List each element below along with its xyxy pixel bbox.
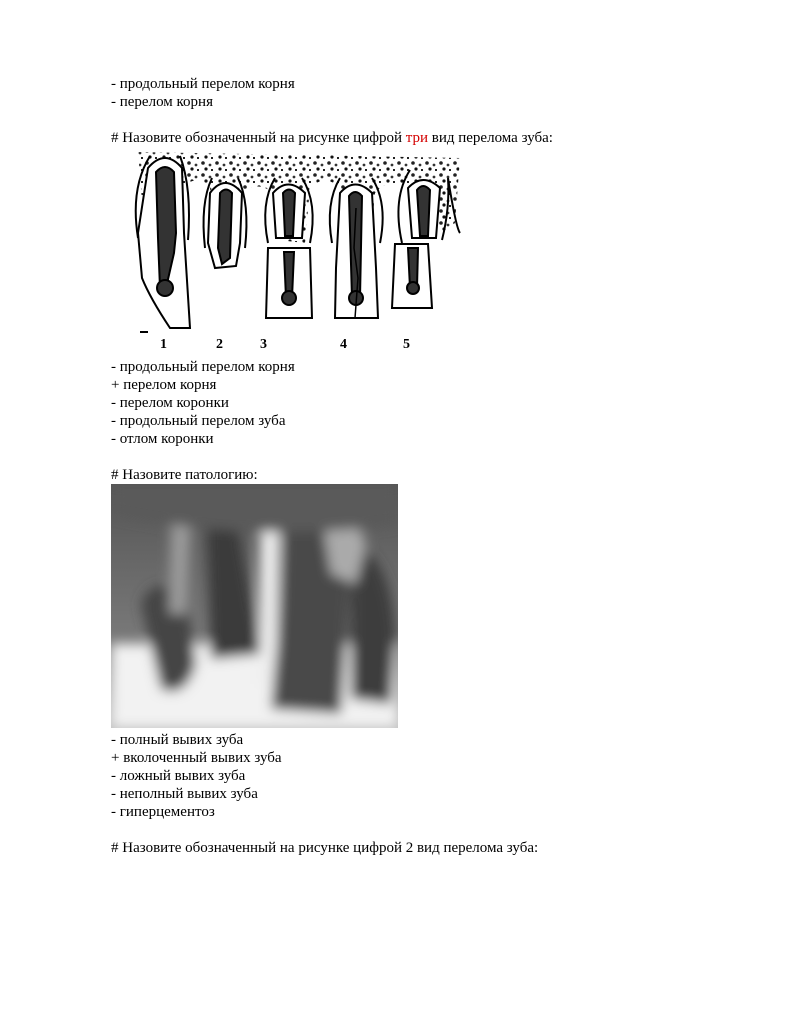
answer-option: - продольный перелом корня [111,359,295,375]
answer-option: - отлом коронки [111,431,214,447]
tooth-3 [265,178,312,318]
figure-label: 3 [260,337,267,352]
xray-image [111,484,398,728]
figure-label: 5 [403,337,410,352]
answer-option: - гиперцементоз [111,804,215,820]
answer-option: - продольный перелом зуба [111,413,286,429]
question-text: # Назовите патологию: [111,467,258,483]
answer-option: + перелом корня [111,377,217,393]
answer-option: - полный вывих зуба [111,732,244,748]
answer-option: - перелом коронки [111,395,229,411]
tooth-5 [392,170,460,308]
figure-label: 2 [216,337,223,352]
question-highlight: три [405,130,428,146]
answer-option: - ложный вывих зуба [111,768,246,784]
tooth-4 [330,178,383,318]
tooth-2 [204,178,247,268]
answer-option: - перелом корня [111,94,213,110]
figure-label: 4 [340,337,347,352]
tooth-fracture-diagram [130,148,470,353]
answer-option: - продольный перелом корня [111,76,295,92]
question-suffix: вид перелома зуба: [428,130,553,146]
answer-option: + вколоченный вывих зуба [111,750,282,766]
figure-label: 1 [160,337,167,352]
question-text: # Назовите обозначенный на рисунке цифрой 2 вид перелома зуба: [111,840,539,856]
answer-option: - неполный вывих зуба [111,786,258,802]
question-text [111,129,553,147]
question-prefix: # Назовите обозначенный на рисунке цифрой [111,130,406,146]
